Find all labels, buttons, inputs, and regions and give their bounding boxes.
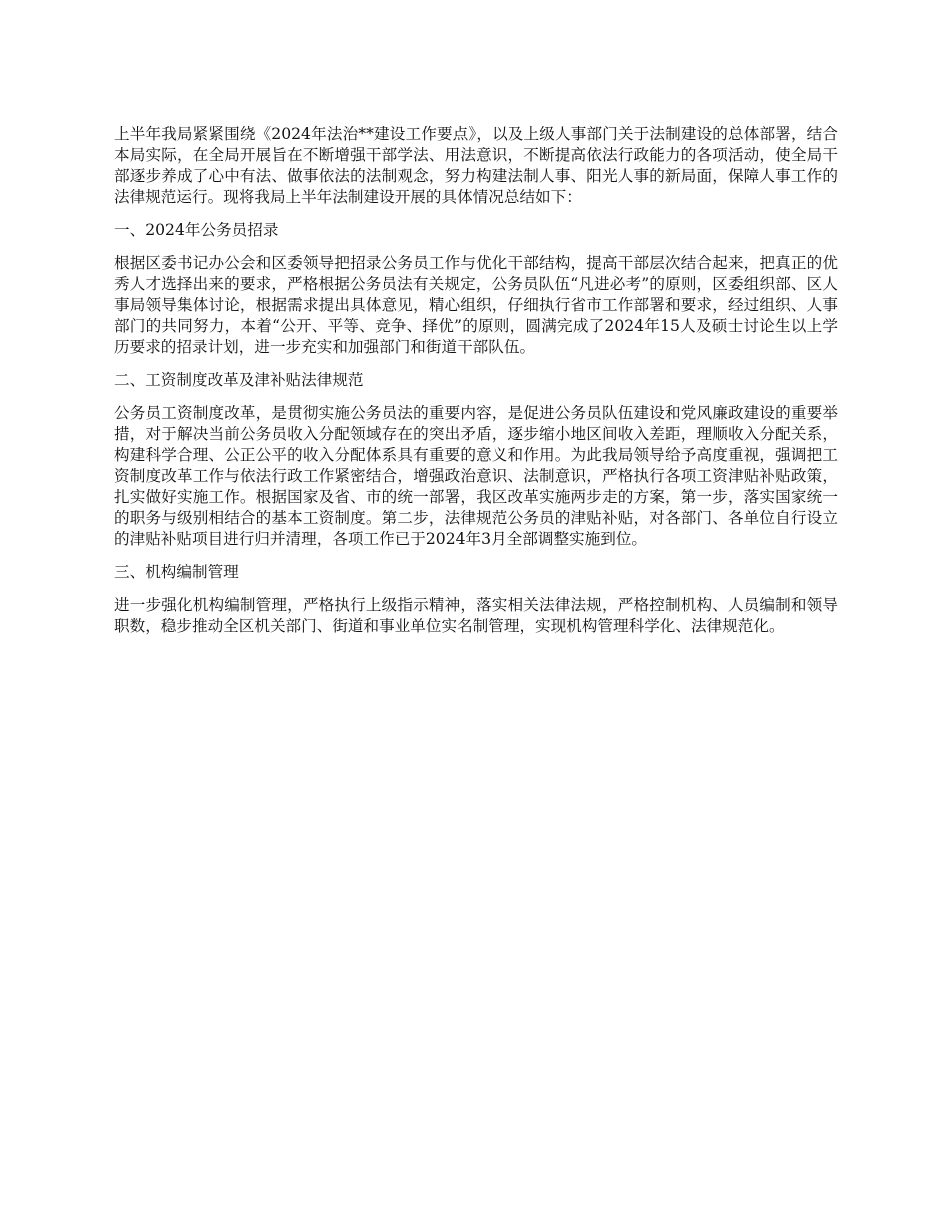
section-body-salary-reform: 公务员工资制度改革，是贯彻实施公务员法的重要内容，是促进公务员队伍建设和党风廉政建设的重要举措，对于解决当前公务员收入分配领域存在的突出矛盾，逐步缩小地区间收入差距，理顺收入分配关系，构建科学合理、公正公平的收入分配体系具有重要的意义和作用。为此我局领导给予高度重视，强调把工资制度改革工作与依法行政工作紧密结合，增强政治意识、法制意识，严格执行各项工资津贴补贴政策，扎实做好实施工作。根据国家及省、市的统一部署，我区改革实施两步走的方案，第一步，落实国家统一的职务与级别相结合的基本工资制度。第二步，法律规范公务员的津贴补贴，对各部门、各单位自行设立的津贴补贴项目进行归并清理，各项工作已于2024年3月全部调整实施到位。 bbox=[114, 404, 838, 548]
section-heading-salary-reform: 二、工资制度改革及津补贴法律规范 bbox=[114, 371, 364, 389]
section-body-recruitment: 根据区委书记办公会和区委领导把招录公务员工作与优化干部结构，提高干部层次结合起来，把真正的优秀人才选择出来的要求，严格根据公务员法有关规定，公务员队伍“凡进必考”的原则，区委组织部、区人事局领导集体讨论，根据需求提出具体意见，精心组织，仔细执行省市工作部署和要求，经过组织、人事部门的共同努力，本着“公开、平等、竞争、择优”的原则，圆满完成了2024年15人及硕士讨论生以上学历要求的招录计划，进一步充实和加强部门和街道干部队伍。 bbox=[114, 254, 838, 356]
document-body bbox=[114, 124, 838, 649]
intro-paragraph: 上半年我局紧紧围绕《2024年法治**建设工作要点》，以及上级人事部门关于法制建设的总体部署，结合本局实际，在全局开展旨在不断增强干部学法、用法意识，不断提高依法行政能力的各项活动，使全局干部逐步养成了心中有法、做事依法的法制观念，努力构建法制人事、阳光人事的新局面，保障人事工作的法律规范运行。现将我局上半年法制建设开展的具体情况总结如下： bbox=[114, 125, 838, 206]
section-heading-staffing-management: 三、机构编制管理 bbox=[114, 563, 239, 581]
section-body-staffing-management: 进一步强化机构编制管理，严格执行上级指示精神，落实相关法律法规，严格控制机构、人员编制和领导职数，稳步推动全区机关部门、街道和事业单位实名制管理，实现机构管理科学化、法律规范化。 bbox=[114, 596, 838, 635]
section-heading-recruitment: 一、2024年公务员招录 bbox=[114, 221, 279, 239]
